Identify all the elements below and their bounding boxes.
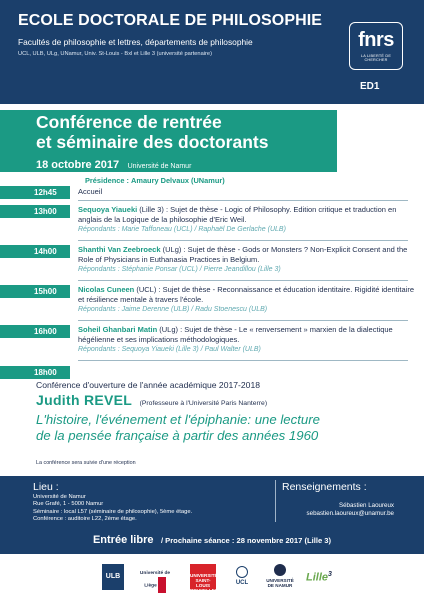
keynote-speaker: Judith REVEL (36, 392, 133, 408)
school-title: ECOLE DOCTORALE DE PHILOSOPHIE (18, 12, 323, 29)
renseignements-heading: Renseignements : (282, 481, 367, 493)
entree-row (0, 530, 424, 548)
lieu-line: Séminaire : local L57 (séminaire de philosophie), 5ème étage. (33, 508, 193, 515)
entree-libre: Entrée libre (92, 534, 154, 546)
fnrs-logo (349, 22, 403, 70)
conference-venue: Université de Namur (127, 163, 192, 170)
ucl-seal-icon (236, 566, 248, 578)
talk-description: (ULg) : Sujet de thèse - Le « renversement » marxien de la dialectique hégélienne et ses implications méthodologiques. (78, 325, 393, 344)
talk-description: (ULg) : Sujet de thèse - Gods or Monsters ? Non-Explicit Consent and the Role of Physicians in Euthanasia Practices in Belgium. (78, 245, 408, 264)
keynote-affiliation: (Professeure à l'Université Paris Nanterre) (139, 400, 268, 407)
time-badge-1400: 14h00 (0, 245, 70, 258)
conference-date: 18 octobre 2017 (36, 159, 120, 171)
ed-label: ED1 (360, 81, 380, 92)
respondents: Répondants : Jaime Derenne (ULB) / Radu Stoenescu (ULB) (78, 306, 268, 313)
ucl-logo (230, 564, 254, 590)
institutions-line: UCL, ULB, ULg, UNamur, Univ. St-Louis - Bxl et Lille 3 (université partenaire) (18, 51, 212, 57)
time-badge-1500: 15h00 (0, 285, 70, 298)
respondents: Répondants : Sequoya Yiaueki (Lille 3) / Paul Walter (ULB) (78, 346, 261, 353)
faculties-subtitle: Facultés de philosophie et lettres, départements de philosophie (18, 37, 253, 47)
conference-title-line-2: et séminaire des doctorants (36, 132, 269, 152)
contact-name: Sébastien Laoureux (338, 502, 394, 509)
talk-description: (Lille 3) : Sujet de thèse - Logic of Philosophy. Edition critique et traduction en anglais de la Logique de la philosophie d'Eric Weil. (78, 205, 397, 224)
namur-logo-text: UNIVERSITÉ DE NAMUR (266, 578, 294, 588)
conference-title (36, 112, 268, 152)
schedule-item-accueil (78, 187, 414, 197)
lille-logo-text: Lille (306, 571, 329, 584)
presidence-line (85, 176, 225, 185)
lecture-title (36, 412, 416, 444)
lecture-title-line-1: L'histoire, l'événement et l'épiphanie: une lecture (36, 412, 320, 427)
namur-seal-icon (274, 564, 286, 576)
speaker-name: Shanthi Van Zeebroeck (78, 245, 161, 254)
talk-description: (UCL) : Sujet de thèse - Reconnaissance et éducation identitaire. Rigidité identitaire et résilience mentale à travers l'école. (78, 285, 415, 304)
speaker-name: Soheil Ghanbari Matin (78, 325, 158, 334)
time-badge-1800: 18h00 (0, 366, 70, 379)
ulb-logo: ULB (102, 564, 124, 590)
lieu-heading: Lieu : (33, 481, 59, 493)
schedule-item-talk-3 (78, 285, 414, 315)
lille-logo-number: 3 (328, 571, 332, 578)
next-session: / Prochaine séance : 28 novembre 2017 (Lille 3) (160, 536, 332, 545)
keynote-intro: Conférence d'ouverture de l'année académique 2017-2018 (36, 380, 261, 390)
speaker-name: Sequoya Yiaueki (78, 205, 138, 214)
liege-logo-text: Université de Liège (139, 571, 171, 588)
lieu-line: Conférence : auditoire L22, 2ème étage. (33, 516, 137, 523)
schedule-item-talk-2 (78, 245, 414, 275)
contact-info (282, 502, 394, 518)
lieu-line: Université de Namur (33, 494, 86, 500)
partner-logos (0, 556, 424, 600)
conference-date-row (36, 155, 191, 173)
schedule-divider (78, 320, 408, 321)
liege-logo (136, 564, 174, 590)
respondents: Répondants : Marie Taffoneau (UCL) / Raphaël De Gerlache (ULB) (78, 226, 286, 233)
saint-louis-logo: UNIVERSITÉ SAINT-LOUIS BRUXELLES (190, 564, 216, 590)
lieu-address (33, 494, 192, 524)
liege-logo-mark (158, 577, 166, 593)
lieu-line: Rue Grafé, 1 - 5000 Namur (33, 501, 104, 508)
ucl-logo-text: UCL (235, 580, 249, 586)
contact-email[interactable]: sebastien.laoureux@unamur.be (306, 510, 394, 517)
schedule-item-talk-4 (78, 325, 414, 355)
keynote-speaker-row (36, 392, 267, 410)
reception-note: La conférence sera suivie d'une réception (36, 460, 136, 466)
presidence-name: Amaury Delvaux (UNamur) (131, 176, 225, 185)
conference-title-line-1: Conférence de rentrée (36, 112, 222, 132)
lille3-logo (304, 564, 334, 590)
namur-logo (264, 564, 296, 590)
lecture-title-line-2: de la pensée française à partir des années 1960 (36, 428, 319, 443)
speaker-name: Nicolas Cuneen (78, 285, 135, 294)
schedule-divider (78, 280, 408, 281)
presidence-label: Présidence : (85, 176, 129, 185)
time-badge-1245: 12h45 (0, 186, 70, 199)
schedule-divider (78, 200, 408, 201)
fnrs-logo-text: fnrs (358, 29, 394, 51)
schedule-divider (78, 360, 408, 361)
time-badge-1300: 13h00 (0, 205, 70, 218)
respondents: Répondants : Stéphanie Ponsar (UCL) / Pierre Jeandillou (Lille 3) (78, 266, 281, 273)
time-badge-1600: 16h00 (0, 325, 70, 338)
fnrs-tagline: LA LIBERTÉ DE CHERCHER (360, 54, 392, 62)
schedule-item-talk-1 (78, 205, 414, 235)
schedule-divider (78, 240, 408, 241)
schedule-text: Accueil (78, 187, 103, 196)
footer-divider (275, 480, 276, 522)
